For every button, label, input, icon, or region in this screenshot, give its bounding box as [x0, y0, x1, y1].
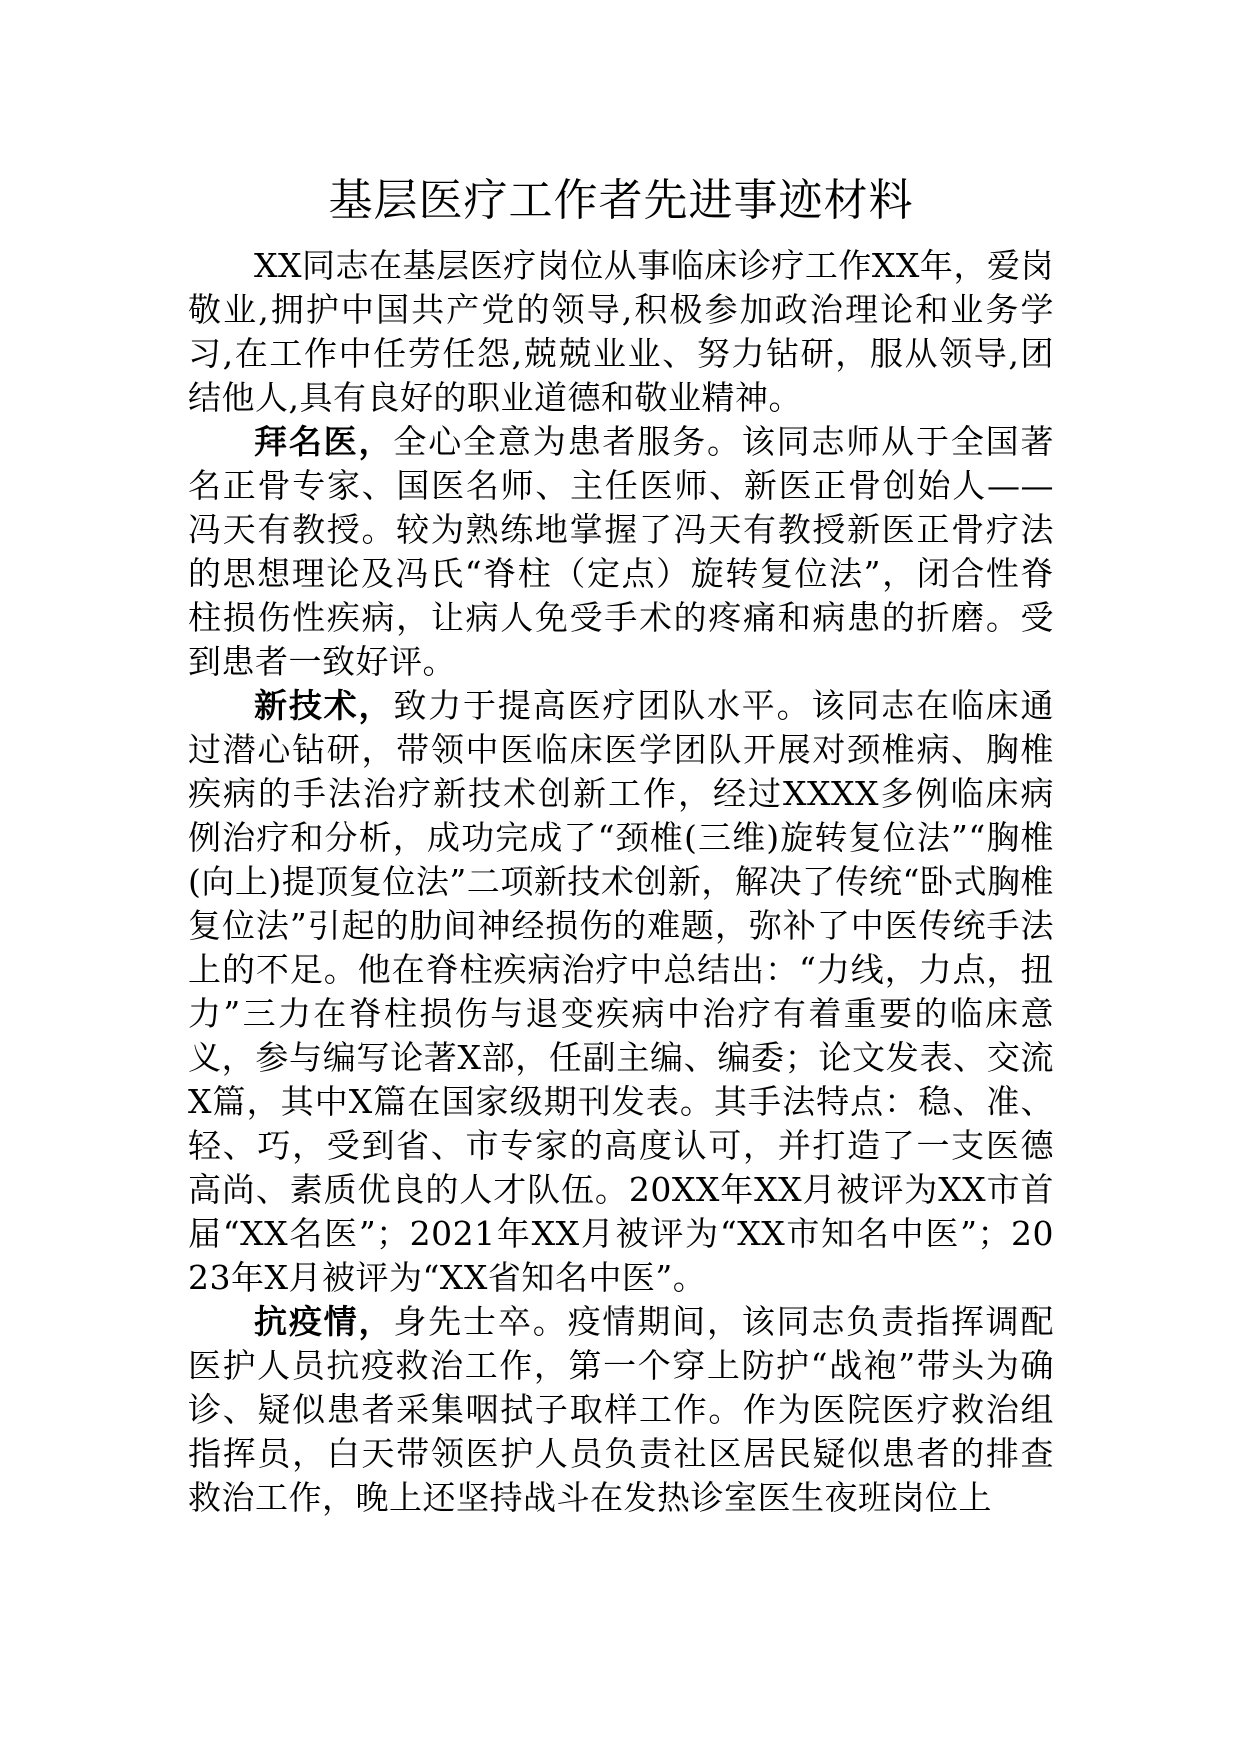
paragraph-intro: [188, 244, 1054, 420]
paragraph-text: 致力于提高医疗团队水平。该同志在临床通过潜心钻研，带领中医临床医学团队开展对颈椎病、胸椎疾病的手法治疗新技术创新工作，经过XXXX多例临床病例治疗和分析，成功完成了“颈椎(三维)旋转复位法”“胸椎(向上)提顶复位法”二项新技术创新，解决了传统“卧式胸椎复位法”引起的肋间神经损伤的难题，弥补了中医传统手法上的不足。他在脊柱疾病治疗中总结出：“力线，力点，扭力”三力在脊柱损伤与退变疾病中治疗有着重要的临床意义，参与编写论著X部，任副主编、编委；论文发表、交流X篇，其中X篇在国家级期刊发表。其手法特点：稳、准、轻、巧，受到省、市专家的高度认可，并打造了一支医德高尚、素质优良的人才队伍。20XX年XX月被评为XX市首届“XX名医”；2021年XX月被评为“XX市知名中医”；2023年X月被评为“XX省知名中医”。: [188, 686, 1055, 1297]
paragraph-lead: 抗疫情，: [254, 1302, 394, 1341]
paragraph-new-technology: [188, 684, 1054, 1300]
paragraph-epidemic: [188, 1300, 1054, 1520]
paragraph-text: 身先士卒。疫情期间，该同志负责指挥调配医护人员抗疫救治工作，第一个穿上防护“战袍”带头为确诊、疑似患者采集咽拭子取样工作。作为医院医疗救治组指挥员，白天带领医护人员负责社区居民疑似患者的排查救治工作，晚上还坚持战斗在发热诊室医生夜班岗位上: [188, 1302, 1055, 1517]
document-title: 基层医疗工作者先进事迹材料: [328, 175, 914, 226]
paragraph-lead: 新技术，: [254, 686, 394, 725]
paragraph-famous-doctor: [188, 420, 1054, 684]
document-body: [188, 166, 1054, 1520]
paragraph-text: 全心全意为患者服务。该同志师从于全国著名正骨专家、国医名师、主任医师、新医正骨创始人——冯天有教授。较为熟练地掌握了冯天有教授新医正骨疗法的思想理论及冯氏“脊柱（定点）旋转复位法”，闭合性脊柱损伤性疾病，让病人免受手术的疼痛和病患的折磨。受到患者一致好评。: [188, 422, 1055, 681]
paragraph-lead: 拜名医，: [254, 422, 394, 461]
paragraph-text: XX同志在基层医疗岗位从事临床诊疗工作XX年，爱岗敬业,拥护中国共产党的领导,积极参加政治理论和业务学习,在工作中任劳任怨,兢兢业业、努力钻研，服从领导,团结他人,具有良好的职业道德和敬业精神。: [188, 246, 1054, 417]
